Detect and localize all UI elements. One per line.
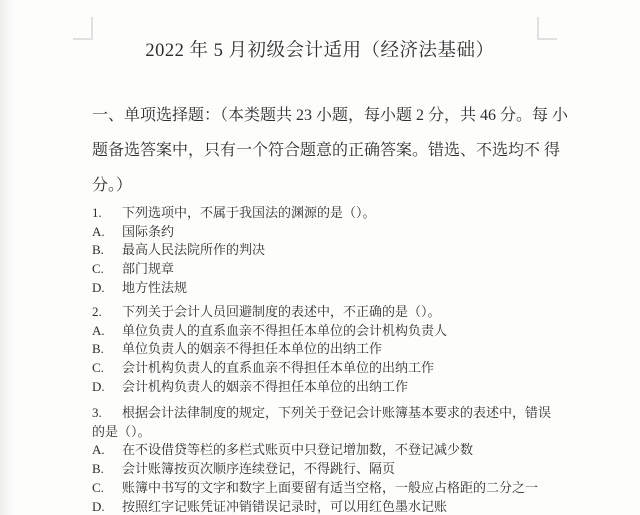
option-b-text: 最高人民法院所作的判决 <box>122 242 266 258</box>
question-1-option-a <box>92 223 578 242</box>
option-c-label: C. <box>92 479 104 495</box>
question-3-stem <box>92 404 578 441</box>
option-a-text: 单位负责人的直系血亲不得担任本单位的会计机构负责人 <box>122 322 448 338</box>
option-c-text: 部门规章 <box>122 261 175 277</box>
question-3-option-c <box>92 479 578 498</box>
instructions-line-1: 一、单项选择题：（本类题共 23 小题，每小题 2 分，共 46 分。每 小 <box>92 107 569 124</box>
question-2-option-d <box>92 378 578 397</box>
option-a-text: 国际条约 <box>122 223 175 239</box>
question-2 <box>92 303 578 397</box>
option-c-label: C. <box>92 360 104 376</box>
question-3 <box>92 404 578 515</box>
section-instructions <box>92 98 592 203</box>
question-1-option-b <box>92 241 578 260</box>
instructions-line-3: 分。） <box>92 177 133 194</box>
option-d-text: 地方性法规 <box>122 279 188 295</box>
option-d-text: 按照红字记账凭证冲销错误记录时，可以用红色墨水记账 <box>122 498 448 514</box>
instructions-line-2: 题备选答案中，只有一个符合题意的正确答案。错选、不选均不 得 <box>92 142 561 159</box>
question-1-number: 1. <box>92 205 102 220</box>
question-3-option-b <box>92 460 578 479</box>
question-3-text-line-1: 根据会计法律制度的规定，下列关于登记会计账簿基本要求的表述中，错误 <box>122 405 552 420</box>
question-1 <box>92 204 578 298</box>
option-b-text: 会计账簿按页次顺序连续登记，不得跳行、隔页 <box>122 461 396 477</box>
question-1-text: 下列选项中，不属于我国法的渊源的是（）。 <box>122 205 376 220</box>
question-2-option-a <box>92 322 578 341</box>
question-2-stem <box>92 303 578 322</box>
option-c-text: 会计机构负责人的直系血亲不得担任本单位的出纳工作 <box>122 360 435 376</box>
page-title: 2022 年 5 月初级会计适用（经济法基础） <box>145 41 495 61</box>
question-1-option-c <box>92 260 578 279</box>
question-2-option-c <box>92 359 578 378</box>
option-a-label: A. <box>92 223 105 239</box>
question-3-text-line-2: 的是（）。 <box>92 423 151 439</box>
question-3-option-d <box>92 498 578 515</box>
margin-mark-top-left <box>73 17 93 40</box>
option-b-text: 单位负责人的姻亲不得担任本单位的出纳工作 <box>122 341 383 357</box>
question-1-stem <box>92 204 578 223</box>
option-d-label: D. <box>92 378 105 394</box>
question-1-option-d <box>92 279 578 298</box>
option-a-label: A. <box>92 442 105 458</box>
question-3-number: 3. <box>92 405 102 420</box>
question-2-number: 2. <box>92 304 102 319</box>
option-d-label: D. <box>92 279 105 295</box>
option-a-text: 在不设借贷等栏的多栏式账页中只登记增加数，不登记减少数 <box>122 442 474 458</box>
option-c-label: C. <box>92 261 104 277</box>
question-2-text: 下列关于会计人员回避制度的表述中，不正确的是（）。 <box>122 304 441 319</box>
option-d-label: D. <box>92 498 105 514</box>
option-c-text: 账簿中书写的文字和数字上面要留有适当空格，一般应占格距的二分之一 <box>122 479 539 495</box>
option-d-text: 会计机构负责人的姻亲不得担任本单位的出纳工作 <box>122 378 409 394</box>
option-b-label: B. <box>92 341 104 357</box>
option-b-label: B. <box>92 242 104 258</box>
margin-mark-top-right <box>537 17 557 40</box>
option-b-label: B. <box>92 461 104 477</box>
option-a-label: A. <box>92 322 105 338</box>
page-left-edge-shadow <box>0 0 14 515</box>
question-3-option-a <box>92 441 578 460</box>
question-2-option-b <box>92 340 578 359</box>
